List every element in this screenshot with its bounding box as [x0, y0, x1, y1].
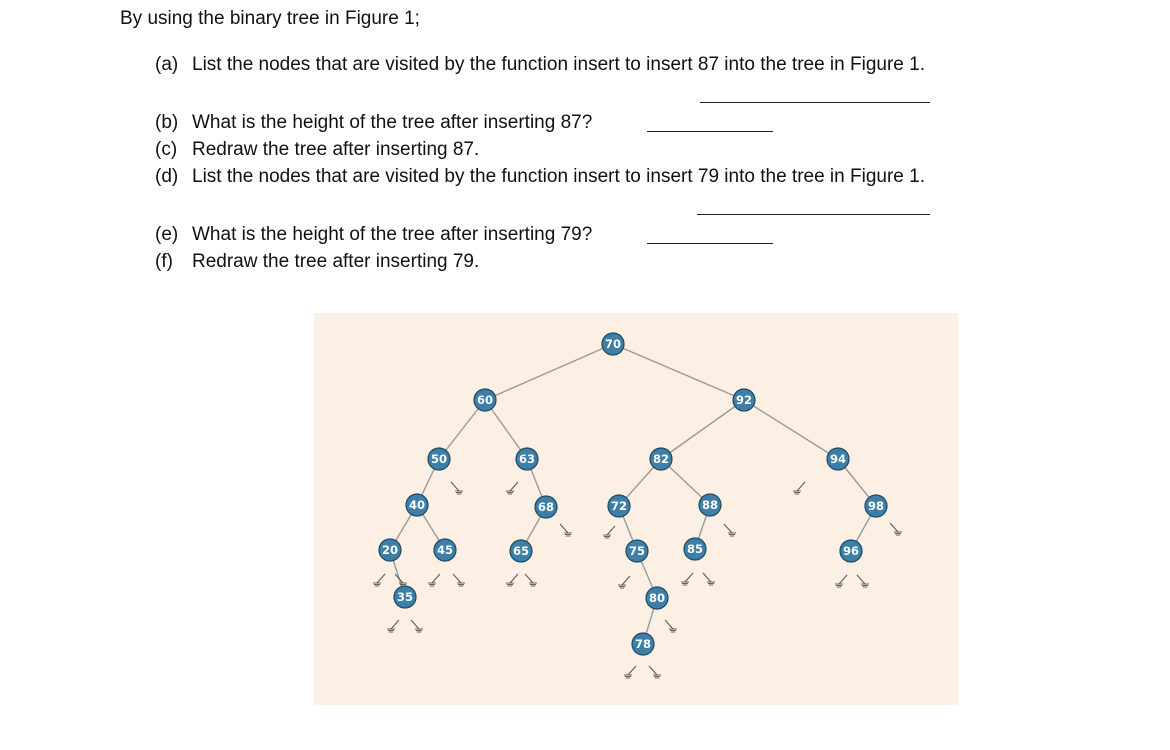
null-pointer-marker [681, 573, 693, 585]
tree-figure [314, 313, 958, 705]
tree-node-35 [394, 586, 416, 608]
null-pointer-marker [428, 574, 440, 586]
question-label: (c) [155, 139, 178, 160]
tree-node-label: 82 [652, 452, 670, 466]
tree-node-label: 92 [735, 393, 753, 407]
tree-node-label: 80 [648, 591, 666, 605]
null-pointer-marker [890, 523, 902, 535]
question-text: What is the height of the tree after inserting 79? [192, 224, 593, 245]
answer-blank-a[interactable] [700, 102, 930, 103]
tree-node-label: 60 [476, 393, 494, 407]
tree-edge [613, 344, 744, 400]
question-b [155, 112, 592, 134]
question-text: Redraw the tree after inserting 79. [192, 251, 480, 272]
answer-blank-b[interactable] [647, 131, 773, 132]
tree-node-label: 68 [537, 500, 555, 514]
null-pointer-marker [453, 574, 465, 586]
null-pointer-marker [665, 620, 677, 632]
tree-node-45 [434, 539, 456, 561]
tree-node-78 [632, 633, 654, 655]
tree-node-63 [516, 448, 538, 470]
tree-node-label: 96 [842, 544, 860, 558]
null-pointer-marker [724, 524, 736, 536]
null-pointer-marker [624, 666, 636, 678]
binary-tree-diagram [314, 313, 958, 705]
answer-blank-d[interactable] [697, 214, 930, 215]
null-pointer-marker [857, 575, 869, 587]
question-text: Redraw the tree after inserting 87. [192, 139, 480, 160]
tree-node-75 [626, 540, 648, 562]
tree-node-70 [602, 333, 624, 355]
null-pointer-marker [603, 526, 615, 538]
question-a [155, 54, 925, 76]
question-f [155, 251, 479, 273]
null-pointer-marker [835, 575, 847, 587]
tree-node-92 [733, 389, 755, 411]
tree-node-label: 85 [686, 542, 704, 556]
tree-node-label: 75 [628, 544, 646, 558]
null-pointer-marker [525, 574, 537, 586]
intro-text: By using the binary tree in Figure 1; [120, 8, 420, 29]
tree-node-label: 72 [610, 499, 628, 513]
null-pointer-marker [387, 620, 399, 632]
tree-node-40 [406, 494, 428, 516]
tree-node-20 [379, 539, 401, 561]
answer-blank-e[interactable] [647, 243, 773, 244]
null-pointer-marker [451, 482, 463, 494]
null-pointer-marker [506, 482, 518, 494]
null-pointer-marker [373, 574, 385, 586]
tree-node-label: 40 [408, 498, 426, 512]
tree-node-94 [827, 448, 849, 470]
tree-node-label: 63 [518, 452, 536, 466]
tree-node-label: 45 [436, 543, 454, 557]
question-label: (a) [155, 54, 179, 75]
tree-edge [661, 400, 744, 459]
tree-node-label: 88 [701, 498, 719, 512]
question-label: (d) [155, 166, 179, 187]
question-text: List the nodes that are visited by the function insert to insert 87 into the tree in Figure 1. [192, 54, 925, 75]
question-text: List the nodes that are visited by the function insert to insert 79 into the tree in Figure 1. [192, 166, 925, 187]
tree-node-82 [650, 448, 672, 470]
tree-node-label: 94 [829, 452, 847, 466]
tree-node-label: 35 [396, 590, 414, 604]
tree-node-96 [840, 540, 862, 562]
question-d [155, 166, 925, 188]
null-pointer-marker [395, 574, 407, 586]
tree-node-label: 70 [604, 337, 622, 351]
question-label: (e) [155, 224, 179, 245]
null-pointer-marker [649, 666, 661, 678]
tree-node-85 [684, 538, 706, 560]
tree-node-65 [510, 540, 532, 562]
null-pointer-marker [506, 574, 518, 586]
tree-node-label: 20 [381, 543, 399, 557]
question-label: (f) [155, 251, 173, 272]
tree-node-68 [535, 496, 557, 518]
null-pointer-marker [560, 524, 572, 536]
tree-edge [744, 400, 838, 459]
tree-edge [485, 344, 613, 400]
tree-node-72 [608, 495, 630, 517]
question-c [155, 139, 479, 161]
null-pointer-marker [411, 620, 423, 632]
tree-node-98 [865, 495, 887, 517]
tree-node-60 [474, 389, 496, 411]
null-pointer-marker [618, 576, 630, 588]
question-text: What is the height of the tree after inserting 87? [192, 112, 593, 133]
null-pointer-marker [703, 573, 715, 585]
tree-node-50 [428, 448, 450, 470]
tree-node-label: 65 [512, 544, 530, 558]
tree-node-label: 78 [634, 637, 652, 651]
tree-node-88 [699, 494, 721, 516]
tree-node-label: 98 [867, 499, 885, 513]
tree-node-label: 50 [430, 452, 448, 466]
question-e [155, 224, 592, 246]
tree-node-80 [646, 587, 668, 609]
question-label: (b) [155, 112, 179, 133]
null-pointer-marker [793, 482, 805, 494]
